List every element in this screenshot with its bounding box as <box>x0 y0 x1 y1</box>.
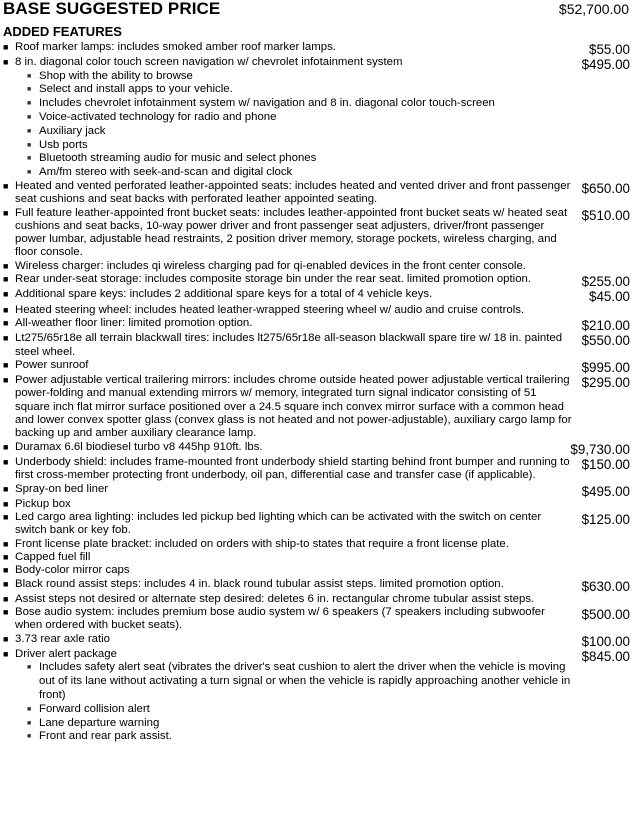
feature-price <box>620 538 630 540</box>
feature-price: $550.00 <box>581 333 630 349</box>
bullet-icon: ■ <box>3 633 9 644</box>
sub-feature-text: Includes chevrolet infotainment system w/ navigation and 8 in. diagonal color touch-screen <box>39 97 495 110</box>
sub-feature-item <box>27 166 572 180</box>
sub-bullet-icon: ■ <box>27 113 32 121</box>
feature-price: $55.00 <box>589 42 630 57</box>
feature-item <box>3 374 630 440</box>
feature-price: $255.00 <box>581 274 630 290</box>
feature-text: Duramax 6.6l biodiesel turbo v8 445hp 910ft. lbs. <box>15 440 263 453</box>
feature-text: Bose audio system: includes premium bose audio system w/ 6 speakers (7 speakers including subwoofer when ordered with bucket seats). <box>15 606 545 632</box>
feature-item <box>3 511 630 538</box>
feature-text-block <box>15 441 560 454</box>
bullet-icon: ■ <box>3 304 9 315</box>
feature-text: Front license plate bracket: included on orders with ship-to states that require a front license plate. <box>15 537 509 550</box>
feature-text-block <box>15 374 572 440</box>
feature-item <box>3 456 630 483</box>
bullet-icon: ■ <box>3 498 9 509</box>
feature-text: Additional spare keys: includes 2 additional spare keys for a total of 4 vehicle keys. <box>15 288 433 301</box>
feature-price: $500.00 <box>581 607 630 623</box>
feature-text-block <box>15 56 572 180</box>
bullet-icon: ■ <box>3 483 9 494</box>
feature-price: $125.00 <box>581 512 630 528</box>
section-title: ADDED FEATURES <box>3 24 122 39</box>
sub-feature-item <box>27 717 572 731</box>
feature-price <box>620 304 630 306</box>
page-title: BASE SUGGESTED PRICE <box>3 0 221 18</box>
feature-content <box>3 578 572 591</box>
sub-feature-list <box>15 70 572 180</box>
sub-bullet-icon: ■ <box>27 141 32 149</box>
feature-price: $995.00 <box>581 359 630 375</box>
feature-text-block <box>15 260 620 273</box>
base-price: $52,700.00 <box>558 1 629 17</box>
bullet-icon: ■ <box>3 333 9 344</box>
feature-text: Capped fuel fill <box>15 550 91 563</box>
feature-text: 3.73 rear axle ratio <box>15 632 110 645</box>
feature-content <box>3 593 620 606</box>
feature-text: Heated and vented perforated leather-appointed seats: includes heated and vented driver and front passenger seat cushions and seat backs with perforated leather appointed seating. <box>15 179 571 206</box>
sub-feature-text: Includes safety alert seat (vibrates the driver's seat cushion to alert the driver when the vehicle is moving out of its lane without activating a turn signal or when the vehicle is rapidly approaching another vehicle in front) <box>39 661 571 701</box>
feature-text: Heated steering wheel: includes heated leather-wrapped steering wheel w/ audio and cruise controls. <box>15 303 525 316</box>
sub-feature-item <box>27 152 572 166</box>
bullet-icon: ■ <box>3 649 9 660</box>
feature-item <box>3 648 630 744</box>
feature-content <box>3 551 620 564</box>
feature-item <box>3 498 630 511</box>
feature-item <box>3 317 630 332</box>
feature-text: Rear under-seat storage: includes composite storage bin under the rear seat. limited promotion option. <box>15 273 532 286</box>
feature-text: Roof marker lamps: includes smoked amber roof marker lamps. <box>15 41 336 53</box>
feature-item <box>3 288 630 303</box>
feature-content <box>3 538 620 551</box>
feature-text: All-weather floor liner: limited promotion option. <box>15 316 253 329</box>
sub-feature-text: Auxiliary jack <box>39 124 106 137</box>
sub-feature-text: Usb ports <box>39 138 88 151</box>
feature-item <box>3 207 630 260</box>
sub-feature-text: Select and install apps to your vehicle. <box>39 83 233 96</box>
feature-item <box>3 41 630 56</box>
bullet-icon: ■ <box>3 441 9 452</box>
feature-content <box>3 260 620 273</box>
feature-content <box>3 207 572 260</box>
feature-text-block <box>15 578 572 591</box>
feature-list <box>3 41 630 744</box>
bullet-icon: ■ <box>3 578 9 589</box>
bullet-icon: ■ <box>3 274 9 285</box>
feature-price: $510.00 <box>581 207 630 223</box>
sub-feature-item <box>27 703 572 717</box>
sub-bullet-icon: ■ <box>27 155 32 163</box>
sub-bullet-icon: ■ <box>27 169 32 177</box>
feature-item <box>3 538 630 551</box>
feature-text-block <box>15 538 620 551</box>
bullet-icon: ■ <box>3 593 9 604</box>
sub-feature-item <box>27 83 572 97</box>
sub-feature-text: Forward collision alert <box>39 702 150 715</box>
feature-price: $150.00 <box>581 456 630 472</box>
feature-content <box>3 288 579 301</box>
feature-price <box>620 593 630 595</box>
feature-price: $100.00 <box>581 633 630 649</box>
sub-feature-text: Front and rear park assist. <box>39 730 172 743</box>
feature-text-block <box>15 288 579 301</box>
feature-text-block <box>15 359 572 372</box>
feature-text: Power sunroof <box>15 358 89 371</box>
feature-price: $495.00 <box>581 57 630 73</box>
sub-feature-text: Am/fm stereo with seek-and-scan and digital clock <box>39 166 293 179</box>
sub-bullet-icon: ■ <box>27 127 32 135</box>
sub-feature-item <box>27 730 572 744</box>
feature-item <box>3 564 630 577</box>
feature-item <box>3 304 630 317</box>
feature-price: $45.00 <box>589 289 630 305</box>
feature-content <box>3 564 620 577</box>
feature-content <box>3 483 572 496</box>
sub-feature-item <box>27 125 572 139</box>
feature-content <box>3 511 572 538</box>
feature-content <box>3 304 620 317</box>
feature-price: $650.00 <box>581 180 630 196</box>
feature-text: Black round assist steps: includes 4 in. black round tubular assist steps. limited promotion option. <box>15 577 504 590</box>
feature-text: Full feature leather-appointed front bucket seats: includes leather-appointed front bucket seats w/ heated seat cushions and seat backs, 10-way power driver and front passenger seat adjusters, driver/front passenger power lumbar, adjustable head restraints, 2 position driver memory, storage pockets, wireless charging, and floor console. <box>15 206 568 259</box>
feature-item <box>3 633 630 648</box>
feature-item <box>3 273 630 288</box>
feature-text: Wireless charger: includes qi wireless charging pad for qi-enabled devices in the front center console. <box>15 259 526 272</box>
bullet-icon: ■ <box>3 359 9 370</box>
feature-content <box>3 273 572 286</box>
feature-price: $495.00 <box>581 483 630 499</box>
feature-item <box>3 551 630 564</box>
sub-bullet-icon: ■ <box>27 705 32 713</box>
feature-item <box>3 593 630 606</box>
bullet-icon: ■ <box>3 260 9 271</box>
sub-feature-item <box>27 111 572 125</box>
bullet-icon: ■ <box>3 57 9 68</box>
sub-bullet-icon: ■ <box>27 719 32 727</box>
feature-text-block <box>15 456 572 483</box>
sub-feature-item <box>27 139 572 153</box>
bullet-icon: ■ <box>3 565 9 576</box>
bullet-icon: ■ <box>3 317 9 328</box>
feature-content <box>3 648 572 744</box>
feature-text-block <box>15 633 572 646</box>
bullet-icon: ■ <box>3 180 9 191</box>
sub-feature-text: Voice-activated technology for radio and phone <box>39 110 277 123</box>
feature-content <box>3 332 572 359</box>
bullet-icon: ■ <box>3 375 9 386</box>
feature-item <box>3 606 630 633</box>
feature-content <box>3 56 572 180</box>
sub-bullet-icon: ■ <box>27 86 32 94</box>
sub-bullet-icon: ■ <box>27 664 32 672</box>
feature-text: Spray-on bed liner <box>15 482 109 495</box>
feature-price <box>620 498 630 500</box>
bullet-icon: ■ <box>3 207 9 218</box>
feature-content <box>3 374 572 440</box>
feature-text: Pickup box <box>15 497 71 510</box>
bullet-icon: ■ <box>3 607 9 618</box>
feature-text-block <box>15 41 579 54</box>
header <box>3 0 630 18</box>
sub-feature-text: Bluetooth streaming audio for music and select phones <box>39 152 317 165</box>
sub-bullet-icon: ■ <box>27 100 32 108</box>
feature-price <box>620 260 630 262</box>
feature-text-block <box>15 648 572 744</box>
sub-bullet-icon: ■ <box>27 733 32 741</box>
feature-content <box>3 180 572 207</box>
feature-text-block <box>15 511 572 538</box>
feature-price <box>620 564 630 566</box>
feature-text: 8 in. diagonal color touch screen navigation w/ chevrolet infotainment system <box>15 56 403 69</box>
feature-content <box>3 633 572 646</box>
bullet-icon: ■ <box>3 456 9 467</box>
feature-content <box>3 317 572 330</box>
feature-price: $9,730.00 <box>570 441 630 457</box>
feature-text-block <box>15 498 620 511</box>
feature-content <box>3 498 620 511</box>
feature-text-block <box>15 551 620 564</box>
feature-text-block <box>15 564 620 577</box>
bullet-icon: ■ <box>3 551 9 562</box>
feature-text: Underbody shield: includes frame-mounted front underbody shield starting behind front bumper and running to first cross-member protecting front underbody, oil pan, differential case and transfer case (if applicable). <box>15 455 570 482</box>
feature-text-block <box>15 273 572 286</box>
feature-text-block <box>15 483 572 496</box>
feature-item <box>3 578 630 593</box>
feature-text: Led cargo area lighting: includes led pickup bed lighting which can be activated with the switch on center switch bank or key fob. <box>15 511 542 537</box>
feature-content <box>3 359 572 372</box>
feature-text: Power adjustable vertical trailering mirrors: includes chrome outside heated power adjustable vertical trailering power-folding and manual extending mirrors w/ memory, integrated turn signal indicator consisting of 51 square inch flat mirror surface positioned over a 24.5 square inch convex mirror surface with a common head and lower convex spotter glass (convex glass is not heated and not power-adjustable), auxiliary cargo lamp for backing up and amber auxiliary clearance lamp. <box>15 374 572 440</box>
feature-price: $295.00 <box>581 375 630 391</box>
feature-item <box>3 359 630 374</box>
feature-text-block <box>15 606 572 633</box>
feature-text-block <box>15 593 620 606</box>
sub-feature-item <box>27 661 572 702</box>
sub-feature-text: Shop with the ability to browse <box>39 69 193 82</box>
bullet-icon: ■ <box>3 512 9 523</box>
sub-bullet-icon: ■ <box>27 72 32 80</box>
feature-item <box>3 56 630 180</box>
feature-item <box>3 260 630 273</box>
feature-text: Body-color mirror caps <box>15 564 130 577</box>
feature-text-block <box>15 317 572 330</box>
feature-content <box>3 441 560 454</box>
feature-text-block <box>15 304 620 317</box>
sub-feature-list <box>15 661 572 744</box>
feature-item <box>3 441 630 456</box>
sub-feature-text: Lane departure warning <box>39 716 160 729</box>
feature-price: $210.00 <box>581 317 630 333</box>
feature-content <box>3 456 572 483</box>
feature-text: Lt275/65r18e all terrain blackwall tires: includes lt275/65r18e all-season blackwall spare tire w/ 18 in. painted steel wheel. <box>15 332 563 358</box>
bullet-icon: ■ <box>3 289 9 300</box>
feature-price: $630.00 <box>581 578 630 594</box>
feature-text: Assist steps not desired or alternate step desired: deletes 6 in. rectangular chrome tubular assist steps. <box>15 592 535 605</box>
feature-text-block <box>15 180 572 207</box>
feature-price <box>620 551 630 553</box>
feature-content <box>3 41 579 54</box>
feature-item <box>3 180 630 207</box>
feature-text: Driver alert package <box>15 648 117 661</box>
feature-content <box>3 606 572 633</box>
sub-feature-item <box>27 97 572 111</box>
feature-text-block <box>15 332 572 359</box>
sub-feature-item <box>27 70 572 84</box>
feature-item <box>3 483 630 498</box>
bullet-icon: ■ <box>3 42 9 52</box>
feature-price: $845.00 <box>581 649 630 665</box>
bullet-icon: ■ <box>3 538 9 549</box>
feature-text-block <box>15 207 572 260</box>
feature-item <box>3 332 630 359</box>
